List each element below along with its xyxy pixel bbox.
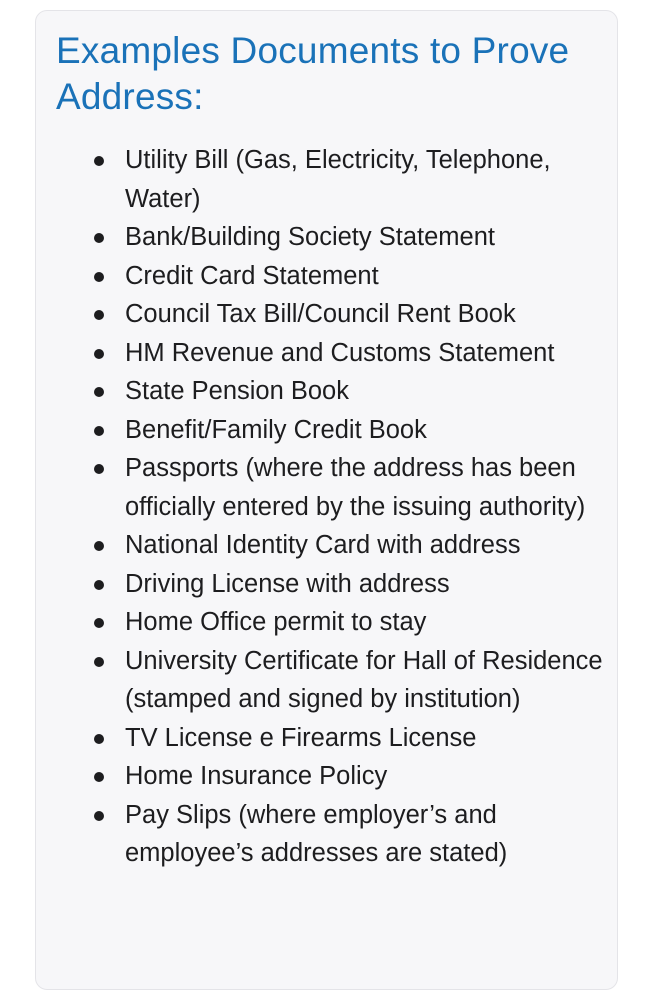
card-title: Examples Documents to Prove Address:	[56, 30, 570, 117]
list-item-text: Driving License with address	[125, 569, 450, 598]
list-item	[36, 411, 619, 450]
list-item-text: Utility Bill (Gas, Electricity, Telephone, Water)	[125, 146, 551, 213]
bullet-icon	[94, 580, 104, 590]
list-item-text: Home Insurance Policy	[125, 762, 388, 790]
bullet-icon	[94, 349, 104, 359]
list-item-text: Pay Slips (where employer’s and employee’s addresses are stated)	[125, 800, 508, 867]
list-item	[36, 372, 619, 411]
list-item	[36, 796, 619, 873]
list-item-text: Bank/Building Society Statement	[125, 223, 495, 251]
list-item	[36, 334, 619, 373]
list-item-text: Passports (where the address has been officially entered by the issuing authority)	[125, 454, 586, 521]
bullet-icon	[94, 772, 104, 782]
documents-list	[36, 141, 619, 873]
list-item-text: HM Revenue and Customs Statement	[125, 338, 555, 367]
list-item-text: Credit Card Statement	[125, 261, 379, 290]
bullet-icon	[94, 233, 104, 243]
bullet-icon	[94, 156, 104, 166]
list-item-text: TV License e Firearms License	[125, 723, 477, 752]
list-item-text: Home Office permit to stay	[125, 608, 427, 636]
bullet-icon	[94, 618, 104, 628]
bullet-icon	[94, 426, 104, 436]
list-item	[36, 603, 619, 642]
bullet-icon	[94, 734, 104, 744]
list-item-text: State Pension Book	[125, 377, 349, 405]
bullet-icon	[94, 657, 104, 667]
list-item	[36, 449, 619, 526]
bullet-icon	[94, 387, 104, 397]
list-item-text: University Certificate for Hall of Residence (stamped and signed by institution)	[125, 646, 603, 713]
bullet-icon	[94, 464, 104, 474]
list-item	[36, 526, 619, 565]
bullet-icon	[94, 310, 104, 320]
list-item	[36, 719, 619, 758]
bullet-icon	[94, 811, 104, 821]
list-item-text: National Identity Card with address	[125, 531, 521, 559]
list-item	[36, 565, 619, 604]
list-item	[36, 295, 619, 334]
list-item	[36, 141, 619, 218]
bullet-icon	[94, 272, 104, 282]
bullet-icon	[94, 541, 104, 551]
list-item	[36, 257, 619, 296]
documents-card	[35, 10, 618, 990]
list-item	[36, 757, 619, 796]
list-item-text: Benefit/Family Credit Book	[125, 415, 427, 444]
list-item	[36, 218, 619, 257]
list-item	[36, 642, 619, 719]
list-item-text: Council Tax Bill/Council Rent Book	[125, 300, 516, 328]
